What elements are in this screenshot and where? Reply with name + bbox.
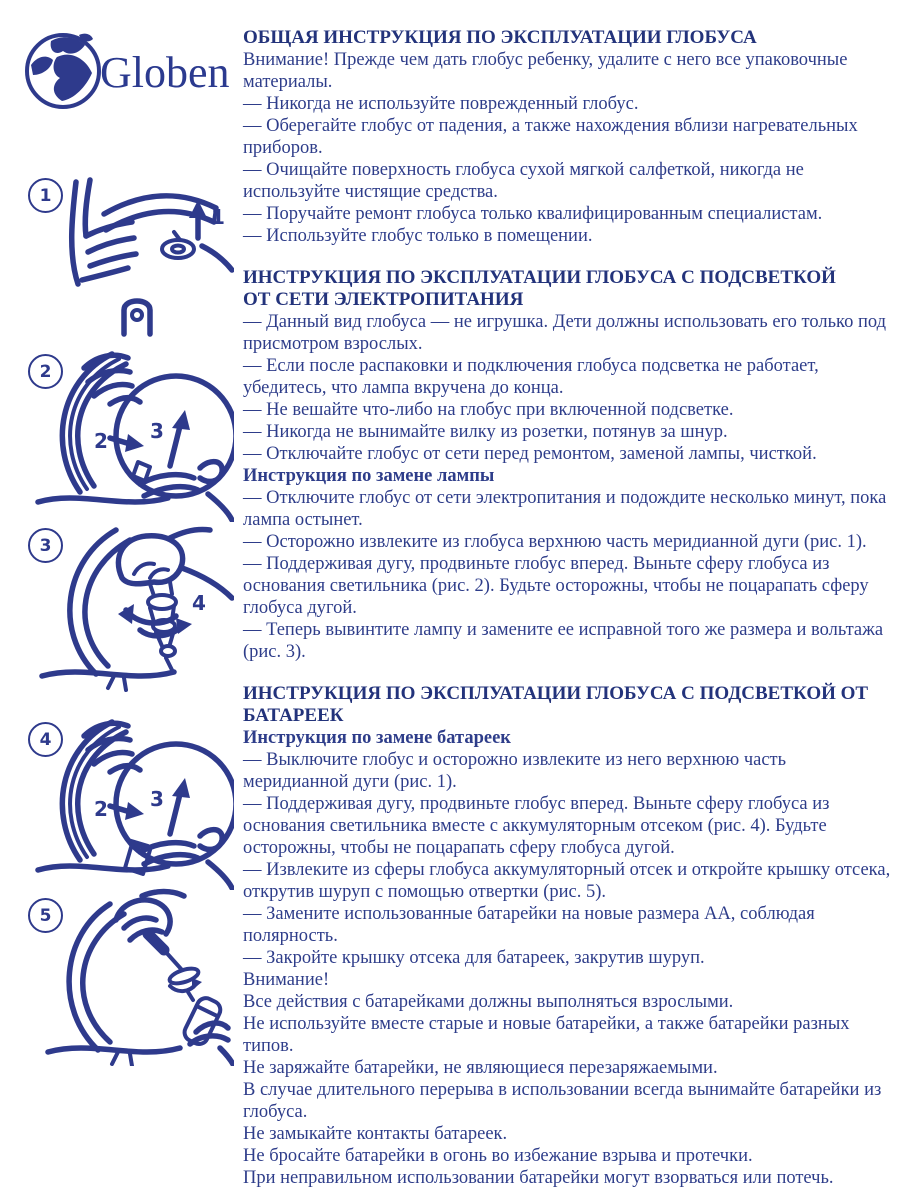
section-general <box>243 27 895 247</box>
section-title-line: ОБЩАЯ ИНСТРУКЦИЯ ПО ЭКСПЛУАТАЦИИ ГЛОБУСА <box>243 27 757 48</box>
paragraph: В случае длительного перерыва в использовании всегда вынимайте батарейки из глобуса. <box>243 1080 882 1122</box>
arrow-label: 3 <box>150 419 164 443</box>
arrow-label: 2 <box>94 797 108 821</box>
paragraph: — Закройте крышку отсека для батареек, закрутив шуруп. <box>243 948 705 968</box>
paragraph: — Данный вид глобуса — не игрушка. Дети должны использовать его только под присмотром взрослых. <box>243 312 887 354</box>
figure-4-number: 4 <box>28 722 63 757</box>
arrow-label: 1 <box>211 205 225 229</box>
instruction-text-column <box>243 27 895 1189</box>
paragraph: — Отключайте глобус от сети перед ремонтом, заменой лампы, чисткой. <box>243 444 817 464</box>
paragraph: — Теперь вывинтите лампу и замените ее исправной того же размера и вольтажа (рис. 3). <box>243 620 884 662</box>
paragraph: Внимание! Прежде чем дать глобус ребенку, удалите с него все упаковочные материалы. <box>243 50 848 92</box>
paragraph: — Очищайте поверхность глобуса сухой мягкой салфеткой, никогда не используйте чистящие средства. <box>243 160 804 202</box>
paragraph: — Оберегайте глобус от падения, а также нахождения вблизи нагревательных приборов. <box>243 116 858 158</box>
paragraph: Не используйте вместе старые и новые батарейки, а также батарейки разных типов. <box>243 1014 850 1056</box>
section-title <box>243 683 895 727</box>
paragraph: — Не вешайте что-либо на глобус при включенной подсветке. <box>243 400 734 420</box>
arrow-label: 2 <box>94 429 108 453</box>
arrow-label: 3 <box>150 787 164 811</box>
section-title-line: ОТ СЕТИ ЭЛЕКТРОПИТАНИЯ <box>243 289 524 310</box>
paragraph: — Поручайте ремонт глобуса только квалифицированным специалистам. <box>243 204 823 224</box>
arrow-up-icon <box>170 426 180 466</box>
figure-5-number: 5 <box>28 898 63 933</box>
paragraph: — Никогда не используйте поврежденный глобус. <box>243 94 639 114</box>
figure-1-number: 1 <box>28 178 63 213</box>
subheading: Инструкция по замене батареек <box>243 728 511 748</box>
paragraph: — Осторожно извлеките из глобуса верхнюю часть меридианной дуги (рис. 1). <box>243 532 867 552</box>
screwdriver-shaft <box>164 950 182 970</box>
section-battery-powered <box>243 683 895 1189</box>
paragraph: Не замыкайте контакты батареек. <box>243 1124 508 1144</box>
paragraph: — Никогда не вынимайте вилку из розетки, потянув за шнур. <box>243 422 728 442</box>
section-title-line: ИНСТРУКЦИЯ ПО ЭКСПЛУАТАЦИИ ГЛОБУСА С ПОДСВЕТКОЙ ОТ <box>243 683 869 704</box>
figure-4 <box>22 712 234 890</box>
section-title <box>243 27 895 49</box>
section-title-line: ИНСТРУКЦИЯ ПО ЭКСПЛУАТАЦИИ ГЛОБУСА С ПОДСВЕТКОЙ <box>243 267 836 288</box>
figure-3-number: 3 <box>28 528 63 563</box>
section-title-line: БАТАРЕЕК <box>243 705 344 726</box>
section-mains-powered <box>243 267 895 663</box>
paragraph: Все действия с батарейками должны выполняться взрослыми. <box>243 992 734 1012</box>
logo-wordmark: Globen <box>100 48 230 97</box>
paragraph: — Поддерживая дугу, продвиньте глобус вперед. Выньте сферу глобуса из основания светильника вместе с аккумуляторным отсеком (рис. 4). Будьте осторожны, чтобы не поцарапать сферу глобуса дугой. <box>243 794 830 858</box>
figure-3 <box>22 518 234 696</box>
paragraph: — Замените использованные батарейки на новые размера АА, соблюдая полярность. <box>243 904 815 946</box>
paragraph: — Извлеките из сферы глобуса аккумуляторный отсек и откройте крышку отсека, открутив шуруп с помощью отвертки (рис. 5). <box>243 860 891 902</box>
paragraph: Внимание! <box>243 970 330 990</box>
paragraph: — Поддерживая дугу, продвиньте глобус вперед. Выньте сферу глобуса из основания светильника (рис. 2). Будьте осторожны, чтобы не поцарапать сферу глобуса дугой. <box>243 554 869 618</box>
paragraph: — Выключите глобус и осторожно извлеките из него верхнюю часть меридианной дуги (рис. 1). <box>243 750 787 792</box>
figure-2-number: 2 <box>28 354 63 389</box>
paragraph: Не бросайте батарейки в огонь во избежание взрыва и протечки. <box>243 1146 753 1166</box>
subheading: Инструкция по замене лампы <box>243 466 495 486</box>
figure-2 <box>22 344 234 522</box>
paragraph: При неправильном использовании батарейки могут взорваться или потечь. <box>243 1168 834 1188</box>
paragraph: Не заряжайте батарейки, не являющиеся перезаряжаемыми. <box>243 1058 718 1078</box>
paragraph: — Если после распаковки и подключения глобуса подсветка не работает, убедитесь, что лампа вкручена до конца. <box>243 356 819 398</box>
arrow-label: 4 <box>192 591 206 615</box>
figure-1 <box>22 168 234 346</box>
arrow-up-icon <box>170 794 180 834</box>
screwdriver-handle <box>148 934 164 950</box>
section-title <box>243 267 895 311</box>
figure-5 <box>22 888 234 1066</box>
paragraph: — Используйте глобус только в помещении. <box>243 226 593 246</box>
globen-logo <box>22 28 234 114</box>
paragraph: — Отключите глобус от сети электропитания и подождите несколько минут, пока лампа остынет. <box>243 488 887 530</box>
